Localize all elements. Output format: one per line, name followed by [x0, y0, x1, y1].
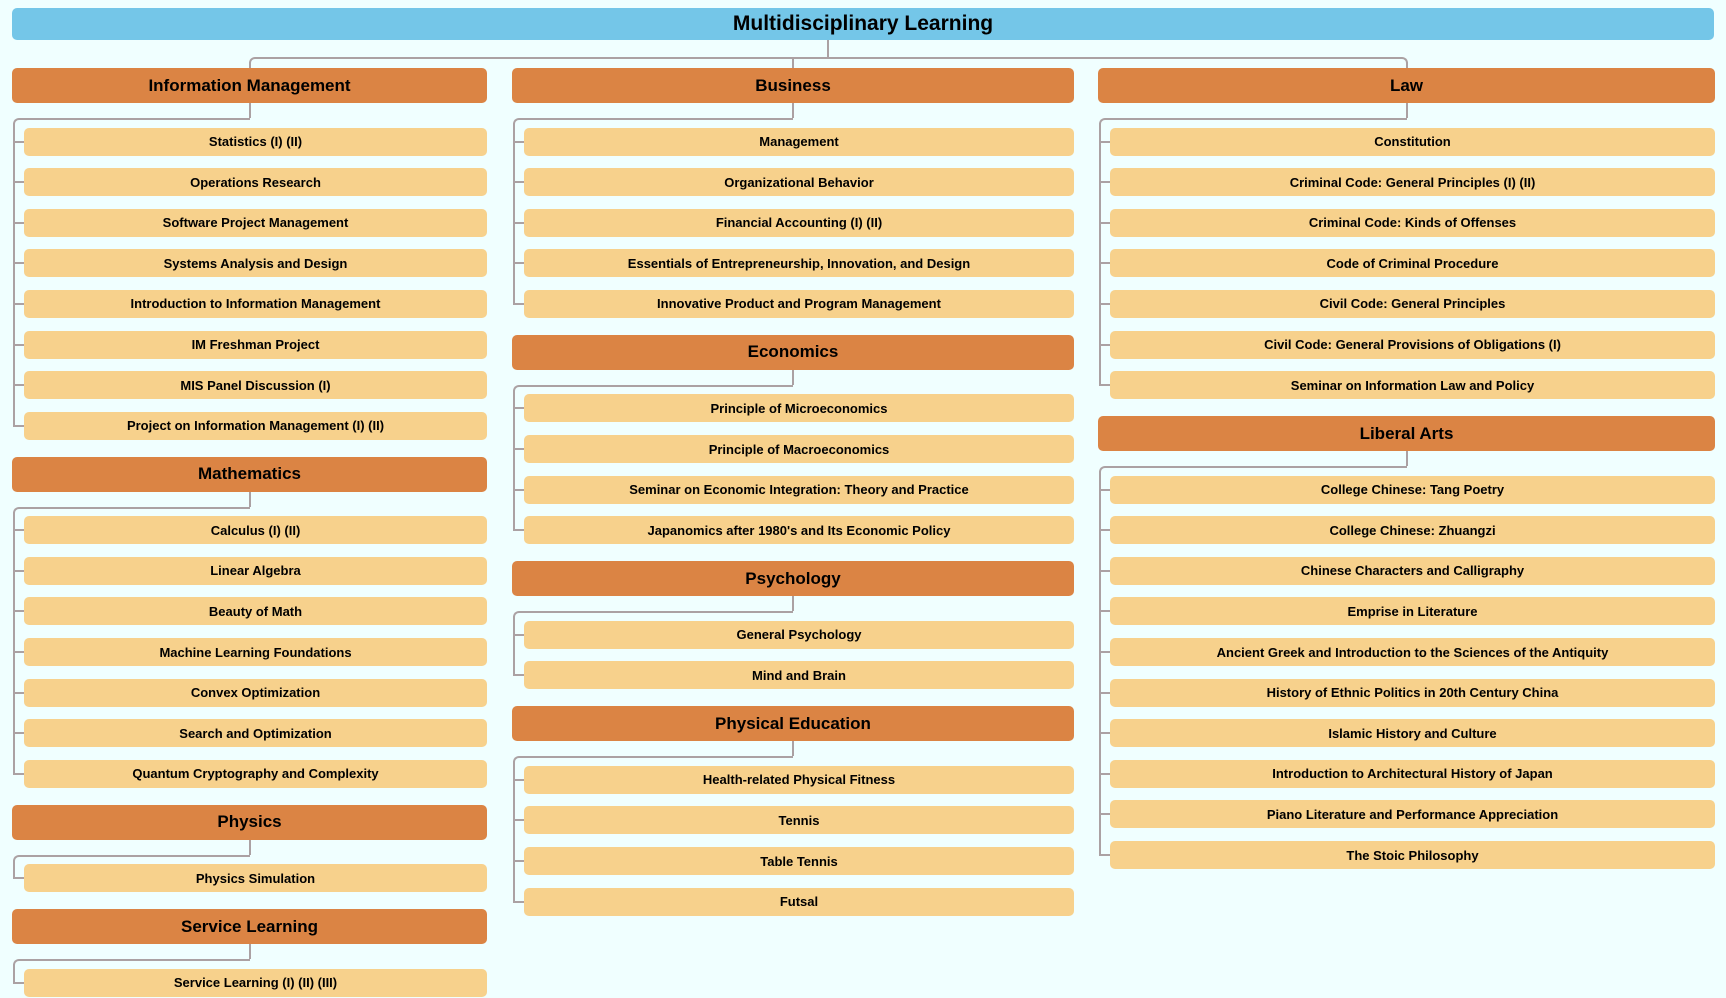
section-header-label: Physical Education [715, 713, 871, 733]
course-item-label: Futsal [779, 894, 819, 910]
course-item-label: IM Freshman Project [191, 337, 320, 352]
course-item [524, 766, 1074, 794]
course-item [524, 168, 1074, 196]
course-item-label: Criminal Code: General Principles (I) (II) [1289, 174, 1536, 190]
course-item-label: Japanomics after 1980's and Its Economic Policy [647, 522, 951, 538]
course-item [1110, 841, 1715, 869]
course-item-label: Statistics (I) (II) [208, 134, 303, 149]
course-item [24, 331, 487, 359]
section-header-physical-education [512, 706, 1074, 741]
course-item [1110, 476, 1715, 504]
connector-header-drop [249, 103, 251, 118]
course-item [24, 679, 487, 707]
course-item [524, 128, 1074, 156]
course-item [524, 249, 1074, 277]
section-header-label: Business [755, 75, 831, 95]
course-item [524, 516, 1074, 544]
course-item [1110, 168, 1715, 196]
section-header-label: Liberal Arts [1359, 423, 1454, 443]
course-item [1110, 800, 1715, 828]
course-item-label: Linear Algebra [210, 563, 301, 579]
course-item-label: Convex Optimization [190, 685, 321, 701]
course-item [24, 168, 487, 196]
section-header-law [1098, 68, 1715, 103]
course-item [524, 290, 1074, 318]
course-item-label: Beauty of Math [208, 603, 303, 619]
course-item-label: Seminar on Information Law and Policy [1290, 377, 1535, 393]
course-item [1110, 597, 1715, 625]
course-item [24, 969, 487, 997]
course-item-label: Software Project Management [162, 215, 349, 231]
connector-header-drop [249, 944, 251, 959]
connector-header-drop [792, 103, 794, 118]
course-item [24, 719, 487, 747]
course-item [1110, 516, 1715, 544]
course-item-label: Table Tennis [760, 853, 838, 869]
section-header-physics [12, 805, 487, 840]
course-item [24, 290, 487, 318]
connector-header-drop [249, 840, 251, 855]
course-item-label: Project on Information Management (I) (II) [126, 418, 385, 434]
section-header-psychology [512, 561, 1074, 596]
course-item-label: The Stoic Philosophy [1346, 847, 1479, 863]
section-header-mathematics [12, 457, 487, 492]
connector-header-drop [792, 596, 794, 611]
course-item-label: Code of Criminal Procedure [1326, 255, 1499, 271]
section-header-business [512, 68, 1074, 103]
course-item-label: Innovative Product and Program Management [657, 296, 941, 312]
course-item [24, 516, 487, 544]
section-header-label: Information Management [148, 75, 351, 95]
connector-header-drop [792, 370, 794, 385]
course-item [1110, 760, 1715, 788]
course-item-label: College Chinese: Tang Poetry [1320, 482, 1505, 498]
connector-header-drop [249, 492, 251, 507]
section-header-label: Psychology [745, 568, 841, 588]
course-item-label: Physics Simulation [195, 870, 316, 886]
course-item [524, 621, 1074, 649]
course-item-label: Ancient Greek and Introduction to the Sciences of the Antiquity [1216, 644, 1609, 660]
section-header-information-management [12, 68, 487, 103]
course-item [1110, 128, 1715, 156]
course-item [1110, 557, 1715, 585]
course-item-label: Principle of Microeconomics [710, 400, 888, 416]
course-item-label: Health-related Physical Fitness [702, 772, 896, 788]
course-item-label: Tennis [778, 812, 820, 828]
course-item [1110, 719, 1715, 747]
course-item [24, 864, 487, 892]
course-item-label: Quantum Cryptography and Complexity [132, 766, 379, 782]
section-header-liberal-arts [1098, 416, 1715, 451]
section-header-label: Physics [217, 812, 282, 832]
section-header-service-learning [12, 909, 487, 944]
course-item-label: Organizational Behavior [724, 174, 874, 190]
connector-header-drop [792, 741, 794, 756]
section-header-label: Service Learning [180, 916, 318, 936]
course-item [1110, 331, 1715, 359]
course-item [24, 128, 487, 156]
course-item [24, 557, 487, 585]
course-item [524, 394, 1074, 422]
root-title: Multidisciplinary Learning [732, 12, 994, 35]
connector-header-drop [1406, 103, 1408, 118]
course-item-label: Emprise in Literature [1347, 603, 1478, 619]
course-item-label: Introduction to Architectural History of Japan [1272, 766, 1553, 782]
course-item [524, 888, 1074, 916]
course-item [24, 760, 487, 788]
connector-middle-drop [792, 59, 794, 68]
course-item [24, 597, 487, 625]
course-item-label: College Chinese: Zhuangzi [1329, 522, 1496, 538]
course-item [24, 371, 487, 399]
root-node [12, 8, 1714, 40]
course-item [24, 412, 487, 440]
course-item-label: General Psychology [736, 627, 862, 643]
course-item [524, 806, 1074, 834]
course-item-label: Calculus (I) (II) [210, 522, 301, 538]
connector-header-drop [1406, 451, 1408, 466]
course-item [1110, 249, 1715, 277]
course-item-label: Financial Accounting (I) (II) [715, 215, 883, 231]
connector-root-drop [827, 40, 829, 59]
course-item [1110, 638, 1715, 666]
course-item [524, 209, 1074, 237]
course-item-label: Systems Analysis and Design [163, 255, 348, 271]
course-item-label: Seminar on Economic Integration: Theory and Practice [629, 482, 969, 498]
course-item [524, 476, 1074, 504]
course-item [24, 249, 487, 277]
course-item [24, 638, 487, 666]
course-item-label: Operations Research [190, 174, 321, 190]
section-header-economics [512, 335, 1074, 370]
course-item-label: Machine Learning Foundations [159, 644, 352, 660]
section-header-label: Mathematics [198, 464, 301, 484]
course-item [1110, 290, 1715, 318]
course-item-label: Principle of Macroeconomics [708, 441, 890, 457]
course-item-label: MIS Panel Discussion (I) [180, 377, 331, 393]
section-header-label: Economics [747, 342, 839, 362]
course-item-label: Criminal Code: Kinds of Offenses [1308, 215, 1517, 231]
course-item-label: Essentials of Entrepreneurship, Innovation, and Design [627, 255, 971, 271]
course-item [524, 435, 1074, 463]
course-item-label: Islamic History and Culture [1328, 725, 1497, 741]
course-item-label: Piano Literature and Performance Appreciation [1266, 806, 1559, 822]
course-item [24, 209, 487, 237]
course-item-label: Search and Optimization [179, 725, 332, 741]
course-item-label: Service Learning (I) (II) (III) [173, 975, 338, 991]
section-header-label: Law [1389, 75, 1424, 95]
course-item [1110, 371, 1715, 399]
course-item-label: Civil Code: General Provisions of Obligations (I) [1264, 337, 1561, 352]
course-item-label: History of Ethnic Politics in 20th Century China [1266, 685, 1559, 701]
course-item-label: Constitution [1374, 134, 1451, 149]
course-item [1110, 209, 1715, 237]
course-item [524, 847, 1074, 875]
course-item [524, 661, 1074, 689]
course-item-label: Management [759, 134, 839, 149]
course-item [1110, 679, 1715, 707]
course-item-label: Civil Code: General Principles [1319, 296, 1506, 312]
course-item-label: Mind and Brain [752, 667, 846, 683]
course-item-label: Chinese Characters and Calligraphy [1300, 563, 1525, 579]
course-item-label: Introduction to Information Management [130, 296, 381, 312]
